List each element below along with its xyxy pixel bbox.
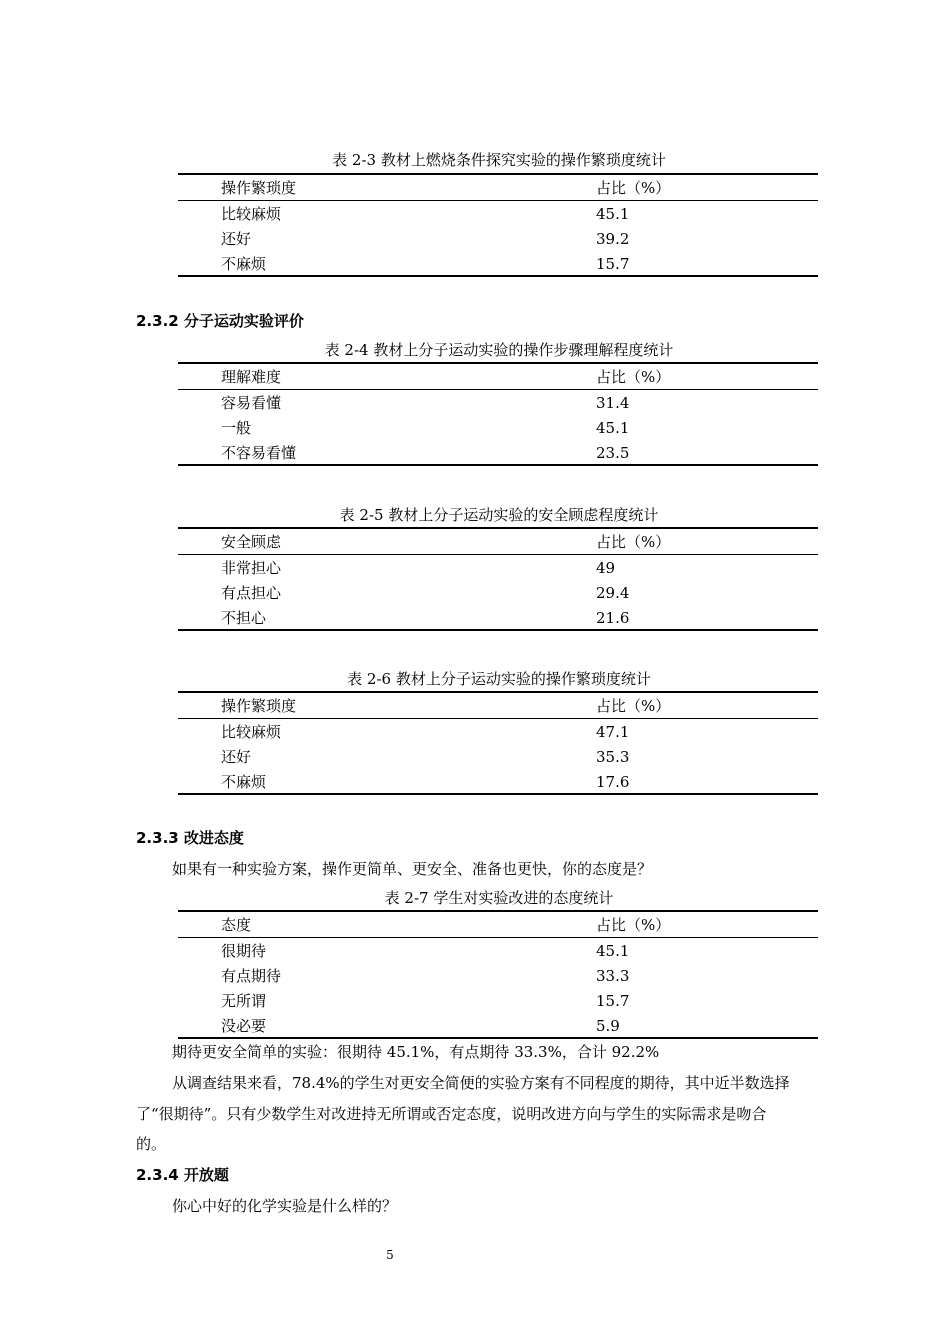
analysis-paragraph-line: 了“很期待”。只有少数学生对改进持无所谓或否定态度，说明改进方向与学生的实际需求是吻合 — [136, 1105, 767, 1123]
section-heading: 2.3.3 改进态度 — [136, 829, 244, 847]
table-cell: 45.1 — [596, 419, 630, 437]
table-header-cell: 占比（%） — [596, 368, 671, 386]
table-bottom-rule — [178, 629, 818, 631]
table-header-cell: 占比（%） — [596, 533, 671, 551]
table-header-cell: 操作繁琐度 — [221, 697, 297, 715]
table-caption: 表 2-3 教材上燃烧条件探究实验的操作繁琐度统计 — [332, 151, 666, 169]
table-cell: 5.9 — [596, 1017, 620, 1035]
table-cell: 没必要 — [221, 1017, 267, 1035]
table-cell: 35.3 — [596, 748, 630, 766]
table-top-rule — [178, 527, 818, 529]
table-header-rule — [178, 937, 818, 938]
table-header-rule — [178, 718, 818, 719]
table-caption: 表 2-6 教材上分子运动实验的操作繁琐度统计 — [347, 670, 651, 688]
table-header-cell: 理解难度 — [221, 368, 282, 386]
table-cell: 有点期待 — [221, 967, 282, 985]
table-header-cell: 占比（%） — [596, 179, 671, 197]
table-bottom-rule — [178, 1037, 818, 1039]
table-caption: 表 2-4 教材上分子运动实验的操作步骤理解程度统计 — [324, 341, 674, 359]
table-top-rule — [178, 910, 818, 912]
table-header-rule — [178, 554, 818, 555]
table-cell: 21.6 — [596, 609, 630, 627]
table-cell: 15.7 — [596, 255, 630, 273]
table-cell: 不麻烦 — [221, 255, 267, 273]
table-cell: 15.7 — [596, 992, 630, 1010]
table-cell: 31.4 — [596, 394, 630, 412]
section-heading: 2.3.4 开放题 — [136, 1166, 229, 1184]
summary-line: 期待更安全简单的实验：很期待 45.1%，有点期待 33.3%，合计 92.2% — [172, 1043, 660, 1061]
table-cell: 45.1 — [596, 205, 630, 223]
table-top-rule — [178, 691, 818, 693]
table-cell: 47.1 — [596, 723, 630, 741]
table-cell: 45.1 — [596, 942, 630, 960]
table-cell: 不麻烦 — [221, 773, 267, 791]
table-bottom-rule — [178, 793, 818, 795]
table-cell: 39.2 — [596, 230, 630, 248]
table-cell: 17.6 — [596, 773, 630, 791]
table-cell: 还好 — [221, 748, 252, 766]
table-header-cell: 态度 — [221, 916, 252, 934]
data-table — [178, 527, 818, 631]
table-header-rule — [178, 200, 818, 201]
table-cell: 容易看懂 — [221, 394, 282, 412]
analysis-paragraph-line: 从调查结果来看，78.4%的学生对更安全简便的实验方案有不同程度的期待，其中近半数选择 — [172, 1074, 790, 1092]
table-top-rule — [178, 362, 818, 364]
table-cell: 不容易看懂 — [221, 444, 297, 462]
table-header-cell: 安全顾虑 — [221, 533, 282, 551]
table-cell: 还好 — [221, 230, 252, 248]
table-cell: 比较麻烦 — [221, 205, 282, 223]
table-bottom-rule — [178, 275, 818, 277]
analysis-paragraph-line: 的。 — [136, 1135, 167, 1153]
page-number: 5 — [386, 1248, 394, 1262]
table-cell: 一般 — [221, 419, 252, 437]
table-cell: 比较麻烦 — [221, 723, 282, 741]
table-cell: 无所谓 — [221, 992, 267, 1010]
table-top-rule — [178, 173, 818, 175]
table-caption: 表 2-5 教材上分子运动实验的安全顾虑程度统计 — [339, 506, 659, 524]
section-heading: 2.3.2 分子运动实验评价 — [136, 312, 304, 330]
data-table — [178, 910, 818, 1040]
table-caption: 表 2-7 学生对实验改进的态度统计 — [384, 889, 614, 907]
survey-question: 如果有一种实验方案，操作更简单、更安全、准备也更快，你的态度是？ — [172, 860, 653, 878]
data-table — [178, 173, 818, 277]
table-cell: 非常担心 — [221, 559, 282, 577]
data-table — [178, 691, 818, 795]
table-header-rule — [178, 389, 818, 390]
data-table — [178, 362, 818, 466]
table-cell: 23.5 — [596, 444, 630, 462]
table-header-cell: 操作繁琐度 — [221, 179, 297, 197]
table-cell: 不担心 — [221, 609, 267, 627]
table-cell: 很期待 — [221, 942, 267, 960]
table-cell: 有点担心 — [221, 584, 282, 602]
table-cell: 29.4 — [596, 584, 630, 602]
table-cell: 49 — [596, 559, 616, 577]
survey-question: 你心中好的化学实验是什么样的？ — [172, 1197, 398, 1215]
table-header-cell: 占比（%） — [596, 916, 671, 934]
table-header-cell: 占比（%） — [596, 697, 671, 715]
table-bottom-rule — [178, 464, 818, 466]
table-cell: 33.3 — [596, 967, 630, 985]
